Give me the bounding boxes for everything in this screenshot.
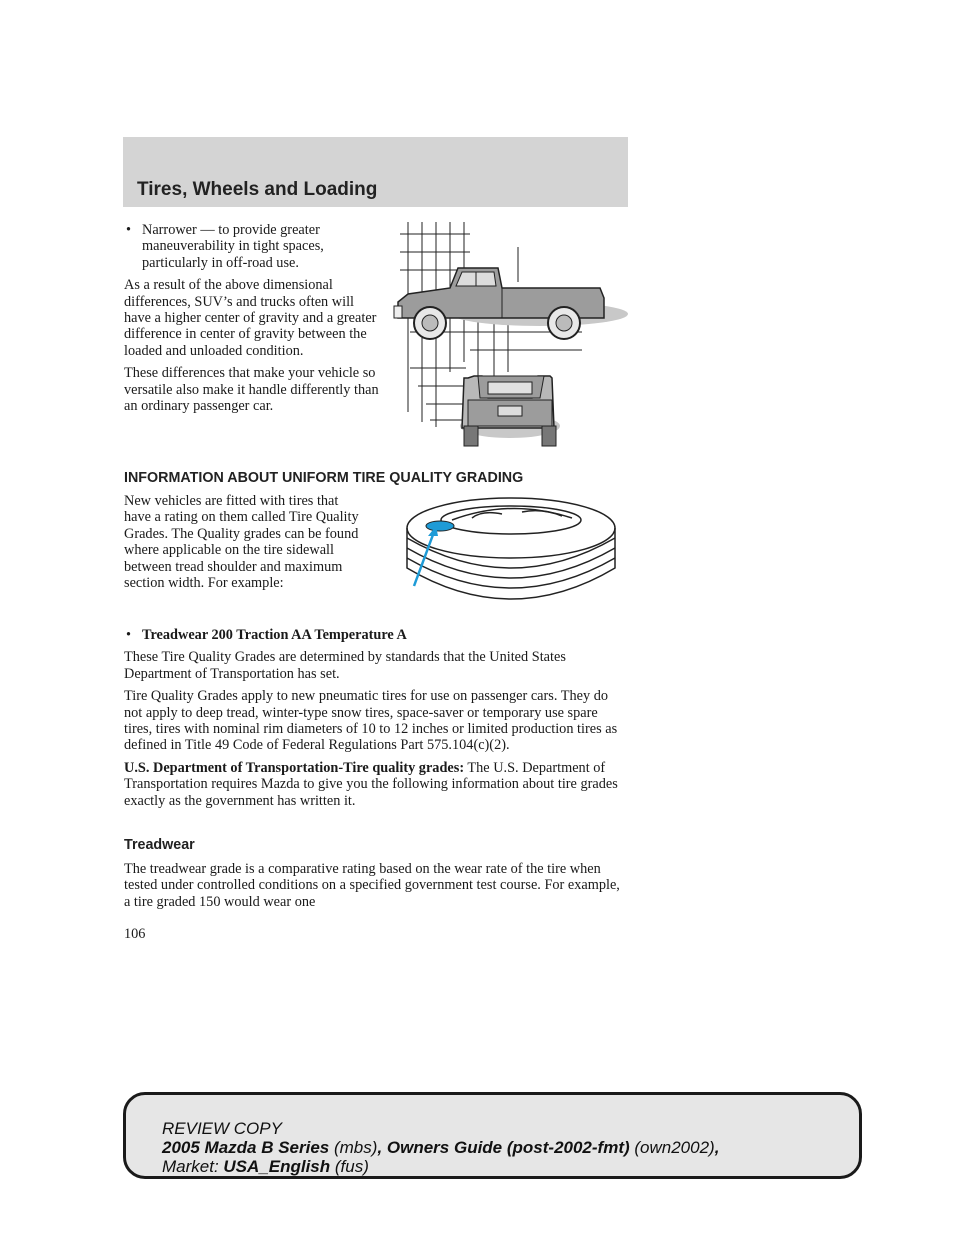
review-copy-label: REVIEW COPY — [162, 1119, 282, 1138]
market-label: Market: — [162, 1157, 224, 1176]
dot-text: The U.S. Department of Transportation requires Mazda to give you the following information about tire grades exactly as the government has written it. — [124, 759, 618, 809]
page-number: 106 — [124, 926, 146, 942]
paragraph — [124, 760, 618, 809]
bullet-dot: • — [126, 222, 132, 238]
tire-sidewall-illustration — [402, 490, 620, 608]
intro-text — [124, 222, 380, 420]
bullet-item — [124, 222, 380, 271]
utqg-bullets — [124, 627, 618, 643]
market-name: USA_English — [223, 1157, 331, 1176]
review-copy-footer — [123, 1092, 862, 1179]
bullet-dot: • — [126, 627, 132, 643]
market-code: (fus) — [330, 1157, 369, 1176]
truck-center-of-gravity-illustration — [390, 222, 630, 454]
utqg-heading: INFORMATION ABOUT UNIFORM TIRE QUALITY GRADING — [124, 470, 524, 486]
model-name: 2005 Mazda B Series — [162, 1138, 330, 1157]
bullet-item — [124, 627, 618, 643]
bullet-text: Narrower — to provide greater maneuverability in tight spaces, particularly in off-road use. — [142, 222, 324, 271]
truck-side-view — [394, 268, 628, 339]
bullet-text: Treadwear 200 Traction AA Temperature A — [142, 627, 407, 643]
tire-outline — [407, 498, 615, 599]
separator: , — [714, 1138, 720, 1157]
dot-lead: U.S. Department of Transportation-Tire quality grades: — [124, 759, 465, 776]
separator: , — [377, 1138, 387, 1157]
guide-name: Owners Guide (post-2002-fmt) — [386, 1138, 630, 1157]
footer-model-line — [162, 1138, 859, 1157]
paragraph: The treadwear grade is a comparative rating based on the wear rate of the tire when tested under controlled conditions on a specified government test course. For example, a tire graded 150 would wear one — [124, 861, 620, 910]
section-header-band — [123, 137, 628, 207]
paragraph: These differences that make your vehicle so versatile also make it handle differently than an ordinary passenger car. — [124, 365, 379, 415]
utqg-body — [124, 627, 618, 815]
treadwear-body — [124, 861, 620, 916]
model-code: (mbs) — [329, 1138, 378, 1157]
section-title: Tires, Wheels and Loading — [137, 179, 378, 200]
utqg-intro — [124, 493, 360, 597]
truck-rear-view — [460, 376, 560, 446]
footer-market-line — [162, 1157, 859, 1176]
paragraph: New vehicles are fitted with tires that have a rating on them called Tire Quality Grades. The Quality grades can be found where applicable on the tire sidewall between tread shoulder and maximum section width. For example: — [124, 493, 359, 592]
intro-bullets — [124, 222, 380, 271]
grade-location-highlight — [426, 521, 454, 531]
treadwear-heading: Treadwear — [124, 837, 195, 853]
paragraph: Tire Quality Grades apply to new pneumatic tires for use on passenger cars. They do not apply to deep tread, winter-type snow tires, space-saver or temporary use spare tires, tires with nominal rim diameters of 10 to 12 inches or limited production tires as defined in Title 49 Code of Federal Regulations Part 575.104(c)(2). — [124, 688, 618, 754]
paragraph: These Tire Quality Grades are determined by standards that the United States Department of Transportation has set. — [124, 649, 566, 682]
paragraph: As a result of the above dimensional differences, SUV’s and trucks often will have a higher center of gravity and a greater difference in center of gravity between the loaded and unloaded condition. — [124, 277, 377, 359]
guide-code: (own2002) — [629, 1138, 715, 1157]
